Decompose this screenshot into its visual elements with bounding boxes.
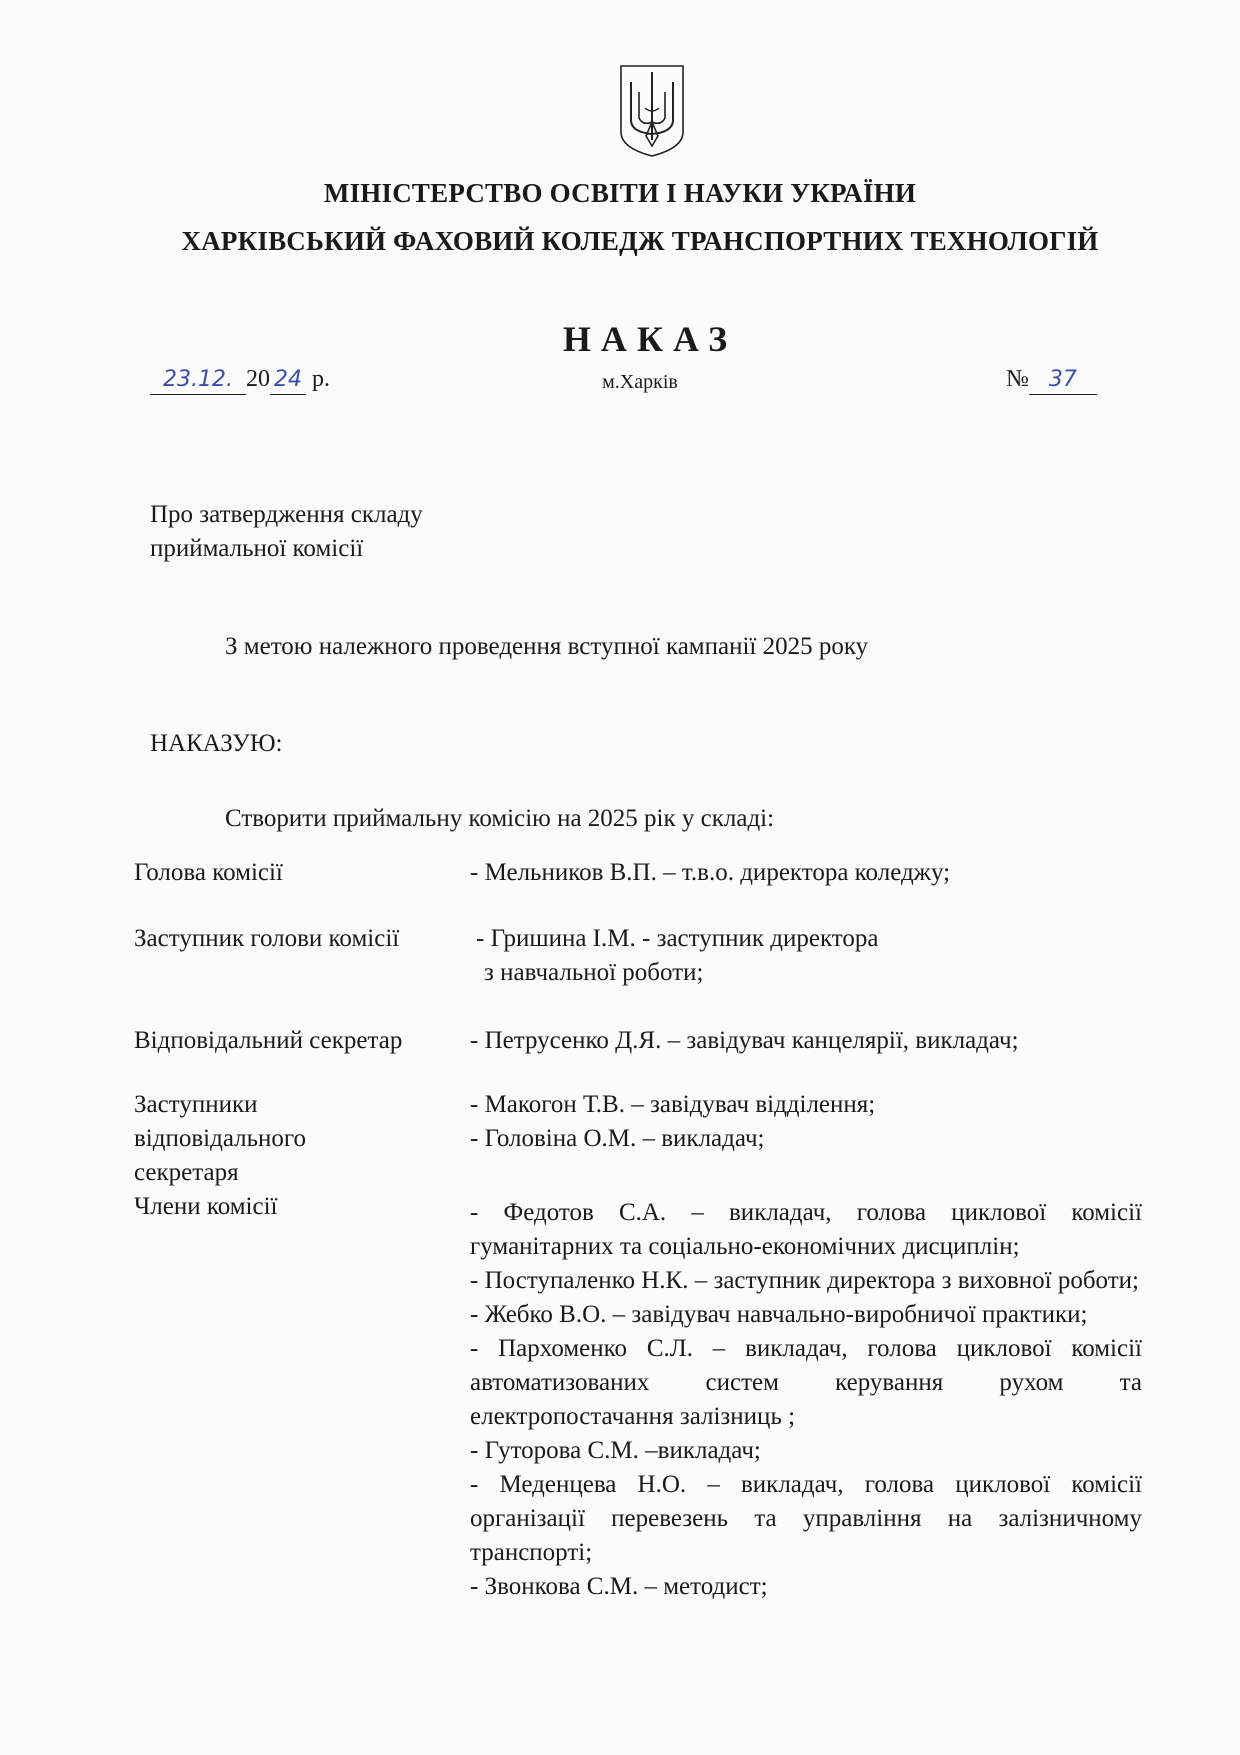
intro-paragraph: З метою належного проведення вступної кампанії 2025 року [225, 633, 869, 660]
role-deputy: Заступник голови комісії [134, 925, 400, 952]
member-item: - Жебко В.О. – завідувач навчально-виробничої практики; [470, 1301, 1088, 1328]
year-handwritten: 24 [270, 366, 306, 395]
member-item: - Пархоменко С.Л. – викладач, голова циклової комісії автоматизованих систем керування рухом та електропостачання залізниць ; [470, 1335, 1142, 1430]
city: м.Харків [602, 371, 678, 393]
deputy-secretaries-list [470, 1088, 1142, 1156]
role-deputy-secretaries-line-2: відповідального [134, 1125, 307, 1152]
subject-line-1: Про затвердження складу [150, 501, 423, 528]
order-subject [150, 498, 423, 566]
role-deputy-secretaries-line-1: Заступники [134, 1091, 258, 1118]
number-handwritten: 37 [1029, 366, 1097, 395]
role-secretary: Відповідальний секретар [134, 1027, 403, 1054]
role-members: Члени комісії [134, 1193, 278, 1220]
number-label: № [1006, 366, 1029, 392]
year-suffix: р. [312, 366, 330, 392]
deputy-line-2: з навчальної роботи; [484, 959, 704, 986]
order-number [1006, 366, 1097, 395]
date-handwritten: 23.12. [150, 366, 246, 395]
trident-emblem-icon [617, 62, 687, 158]
role-head: Голова комісії [134, 859, 283, 886]
member-item: - Поступаленко Н.К. – заступник директора з виховної роботи; [470, 1267, 1139, 1294]
member-item: - Звонкова С.М. – методист; [470, 1573, 768, 1600]
deputy-secretary-2: - Головіна О.М. – викладач; [470, 1125, 765, 1152]
deputy-line-1: - Гришина І.М. - заступник директора [476, 925, 879, 952]
member-deputy [476, 922, 1148, 990]
college-name: ХАРКІВСЬКИЙ ФАХОВИЙ КОЛЕДЖ ТРАНСПОРТНИХ ТЕХНОЛОГІЙ [181, 226, 1099, 256]
member-head: - Мельников В.П. – т.в.о. директора коледжу; [470, 859, 951, 886]
year-prefix: 20 [246, 366, 270, 392]
document-title: НАКАЗ [562, 319, 738, 359]
create-commission-line: Створити приймальну комісію на 2025 рік у складі: [225, 805, 775, 832]
member-item: - Меденцева Н.О. – викладач, голова циклової комісії організації перевезень та управління на залізничному транспорті; [470, 1471, 1142, 1566]
member-item: - Федотов С.А. – викладач, голова циклової комісії гуманітарних та соціально-економічних дисциплін; [470, 1199, 1142, 1260]
deputy-secretary-1: - Макогон Т.В. – завідувач відділення; [470, 1091, 876, 1118]
subject-line-2: приймальної комісії [150, 535, 364, 562]
ministry-name: МІНІСТЕРСТВО ОСВІТИ І НАУКИ УКРАЇНИ [323, 178, 917, 208]
member-secretary: - Петрусенко Д.Я. – завідувач канцелярії, викладач; [470, 1027, 1019, 1054]
role-deputy-secretaries [134, 1088, 454, 1190]
member-item: - Гуторова С.М. –викладач; [470, 1437, 761, 1464]
members-list [470, 1196, 1142, 1604]
role-deputy-secretaries-line-3: секретаря [134, 1159, 239, 1186]
order-word: НАКАЗУЮ: [150, 730, 283, 757]
